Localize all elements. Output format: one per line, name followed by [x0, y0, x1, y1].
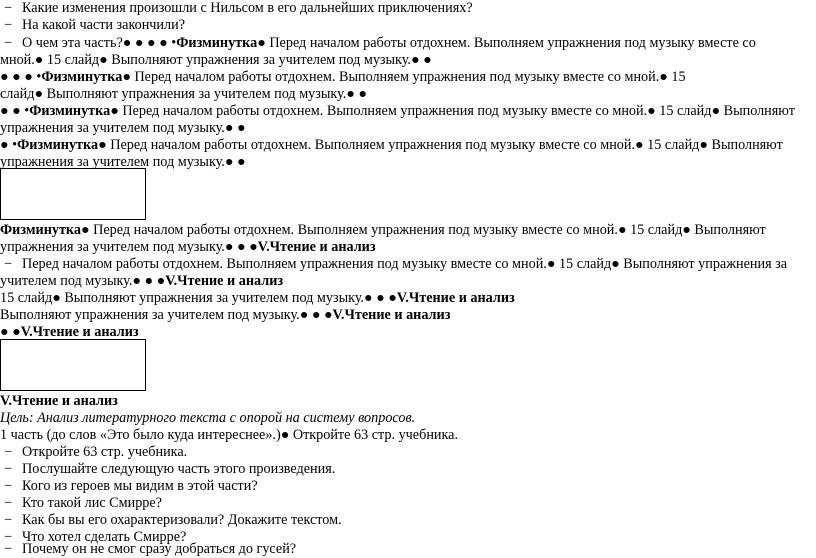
text-line: Выполняют упражнения за учителем под музыку.● ● ●V.Чтение и анализ	[0, 307, 451, 323]
empty-image-frame	[0, 168, 146, 220]
empty-image-frame	[0, 339, 146, 391]
text-line: 15 слайд● Выполняют упражнения за учителем под музыку.● ● ●V.Чтение и анализ	[0, 290, 515, 306]
dash-bullet: −	[4, 461, 13, 477]
text-line: − Перед началом работы отдохнем. Выполняем упражнения под музыку вместе со мной.● 15 слайд● Выполняют упражнения за	[4, 256, 788, 272]
heading-fizminutka: Физминутка●	[176, 35, 266, 51]
text-line: ● ●V.Чтение и анализ	[0, 324, 139, 340]
heading-fizminutka: Физминутка●	[0, 222, 90, 238]
heading-fizminutka: Физминутка●	[29, 103, 119, 119]
dash-bullet: −	[4, 444, 13, 460]
dash-bullet: −	[4, 17, 13, 33]
question-line: − Кто такой лис Смирре?	[4, 495, 162, 511]
text-line: упражнения за учителем под музыку.● ●	[0, 120, 246, 136]
text-line: мной.● 15 слайд● Выполняют упражнения за учителем под музыку.● ●	[0, 52, 432, 68]
question-line: − Что хотел сделать Смирре?	[4, 529, 187, 545]
question-line: − Откройте 63 стр. учебника.	[4, 444, 188, 460]
dash-bullet: −	[4, 495, 13, 511]
question-line: − На какой части закончили?	[4, 17, 185, 33]
section-heading: V.Чтение и анализ	[0, 393, 118, 409]
question-line: − О чем эта часть?● ● ● ● •Физминутка● Перед началом работы отдохнем. Выполняем упражнения под музыку вместе со	[4, 35, 756, 51]
dash-bullet: −	[4, 256, 13, 272]
heading-reading: V.Чтение и анализ	[257, 239, 376, 255]
text-line: Физминутка● Перед началом работы отдохнем. Выполняем упражнения под музыку вместе со мной.● 15 слайд● Выполняют	[0, 222, 766, 238]
question-line: − Почему он не смог сразу добраться до гусей?	[4, 541, 297, 557]
heading-reading: V.Чтение и анализ	[396, 290, 515, 306]
text-line: ● •Физминутка● Перед началом работы отдохнем. Выполняем упражнения под музыку вместе со мной.● 15 слайд● Выполняют	[0, 137, 783, 153]
heading-reading: V.Чтение и анализ	[20, 324, 139, 340]
question-line: − Послушайте следующую часть этого произведения.	[4, 461, 336, 477]
question-line: − Кого из героев мы видим в этой части?	[4, 478, 258, 494]
text-line: 1 часть (до слов «Это было куда интереснее».)● Откройте 63 стр. учебника.	[0, 427, 459, 443]
text-line: слайд● Выполняют упражнения за учителем под музыку.● ●	[0, 86, 367, 102]
text-line: ● ● ● •Физминутка● Перед началом работы отдохнем. Выполняем упражнения под музыку вместе со мной.● 15	[0, 69, 686, 85]
heading-reading: V.Чтение и анализ	[165, 273, 284, 289]
question-line: − Какие изменения произошли с Нильсом в его дальнейших приключениях?	[4, 0, 473, 16]
dash-bullet: −	[4, 529, 13, 545]
goal-text: Цель: Анализ литературного текста с опорой на систему вопросов.	[0, 410, 416, 426]
dash-bullet: −	[4, 0, 13, 16]
dash-bullet: −	[4, 512, 13, 528]
heading-fizminutka: Физминутка●	[41, 69, 131, 85]
dash-bullet: −	[4, 35, 13, 51]
heading-fizminutka: Физминутка●	[17, 137, 107, 153]
question-line: − Как бы вы его охарактеризовали? Докажите текстом.	[4, 512, 342, 528]
text-line: ● ● •Физминутка● Перед началом работы отдохнем. Выполняем упражнения под музыку вместе со мной.● 15 слайд● Выполняют	[0, 103, 795, 119]
text-line: учителем под музыку.● ● ●V.Чтение и анализ	[0, 273, 284, 289]
text-line: упражнения за учителем под музыку.● ●	[0, 154, 246, 170]
dash-bullet: −	[4, 478, 13, 494]
dash-bullet: −	[4, 541, 13, 557]
text-line: упражнения за учителем под музыку.● ● ●V.Чтение и анализ	[0, 239, 376, 255]
heading-reading: V.Чтение и анализ	[332, 307, 451, 323]
